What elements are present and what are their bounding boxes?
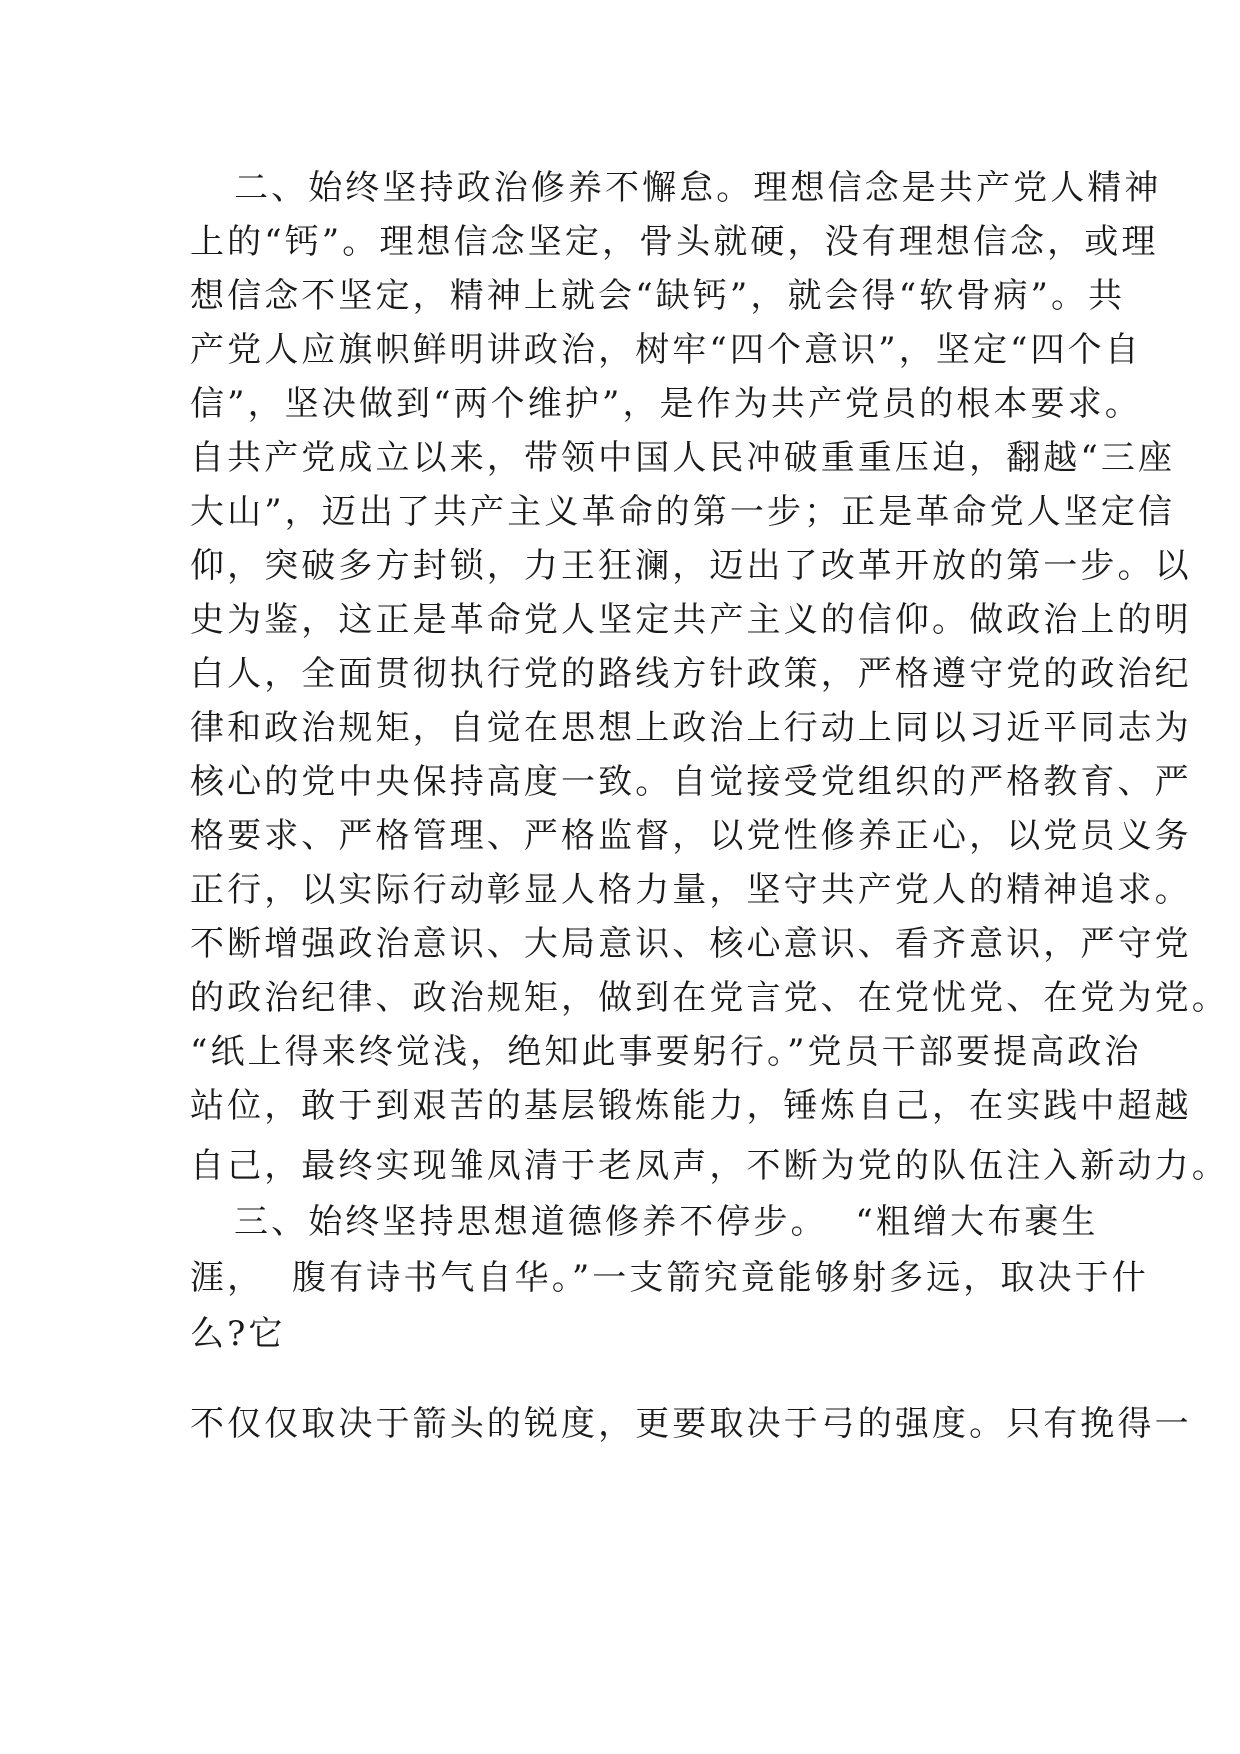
paragraph-2-line-12: 核心的党中央保持高度一致。自觉接受党组织的严格教育、严 (190, 762, 1192, 802)
paragraph-2-line-6: 自共产党成立以来，带领中国人民冲破重重压迫，翻越“三座 (190, 438, 1176, 478)
paragraph-2-line-5: 信”，坚决做到“两个维护”，是作为共产党员的根本要求。 (190, 384, 1142, 424)
paragraph-2-line-19: 自己，最终实现雏凤清于老凤声，不断为党的队伍注入新动力。 (190, 1146, 1229, 1186)
paragraph-2-line-17: “纸上得来终觉浅，绝知此事要躬行。”党员干部要提高政治 (190, 1032, 1142, 1072)
paragraph-2-line-1: 二、始终坚持政治修养不懈怠。理想信念是共产党人精神 (234, 168, 1162, 208)
paragraph-4-line-1: 不仅仅取决于箭头的锐度，更要取决于弓的强度。只有挽得一 (190, 1404, 1192, 1444)
paragraph-2-line-10: 白人，全面贯彻执行党的路线方针政策，严格遵守党的政治纪 (190, 654, 1192, 694)
paragraph-2-line-3: 想信念不坚定，精神上就会“缺钙”，就会得“软骨病”。共 (190, 276, 1126, 316)
paragraph-2-line-8: 仰，突破多方封锁，力王狂澜，迈出了改革开放的第一步。以 (190, 546, 1192, 586)
paragraph-2-line-18: 站位，敢于到艰苦的基层锻炼能力，锤炼自己，在实践中超越 (190, 1086, 1192, 1126)
paragraph-2-line-13: 格要求、严格管理、严格监督，以党性修养正心，以党员义务 (190, 816, 1192, 856)
paragraph-2-line-16: 的政治纪律、政治规矩，做到在党言党、在党忧党、在党为党。 (190, 978, 1229, 1018)
paragraph-2-line-7: 大山”，迈出了共产主义革命的第一步；正是革命党人坚定信 (190, 492, 1176, 532)
paragraph-2-line-11: 律和政治规矩，自觉在思想上政治上行动上同以习近平同志为 (190, 708, 1192, 748)
paragraph-2-line-4: 产党人应旗帜鲜明讲政治，树牢“四个意识”，坚定“四个自 (190, 330, 1142, 370)
paragraph-3-line-3: 么?它 (190, 1314, 286, 1354)
paragraph-2-line-15: 不断增强政治意识、大局意识、核心意识、看齐意识，严守党 (190, 924, 1192, 964)
paragraph-2-line-2: 上的“钙”。理想信念坚定，骨头就硬，没有理想信念，或理 (190, 222, 1159, 262)
paragraph-3-line-2: 涯， 腹有诗书气自华。”一支箭究竟能够射多远，取决于什 (190, 1258, 1149, 1298)
paragraph-2-line-9: 史为鉴，这正是革命党人坚定共产主义的信仰。做政治上的明 (190, 600, 1192, 640)
paragraph-2-line-14: 正行，以实际行动彰显人格力量，坚守共产党人的精神追求。 (190, 870, 1192, 910)
paragraph-3-line-1: 三、始终坚持思想道德修养不停步。 “粗缯大布裹生 (234, 1202, 1099, 1242)
